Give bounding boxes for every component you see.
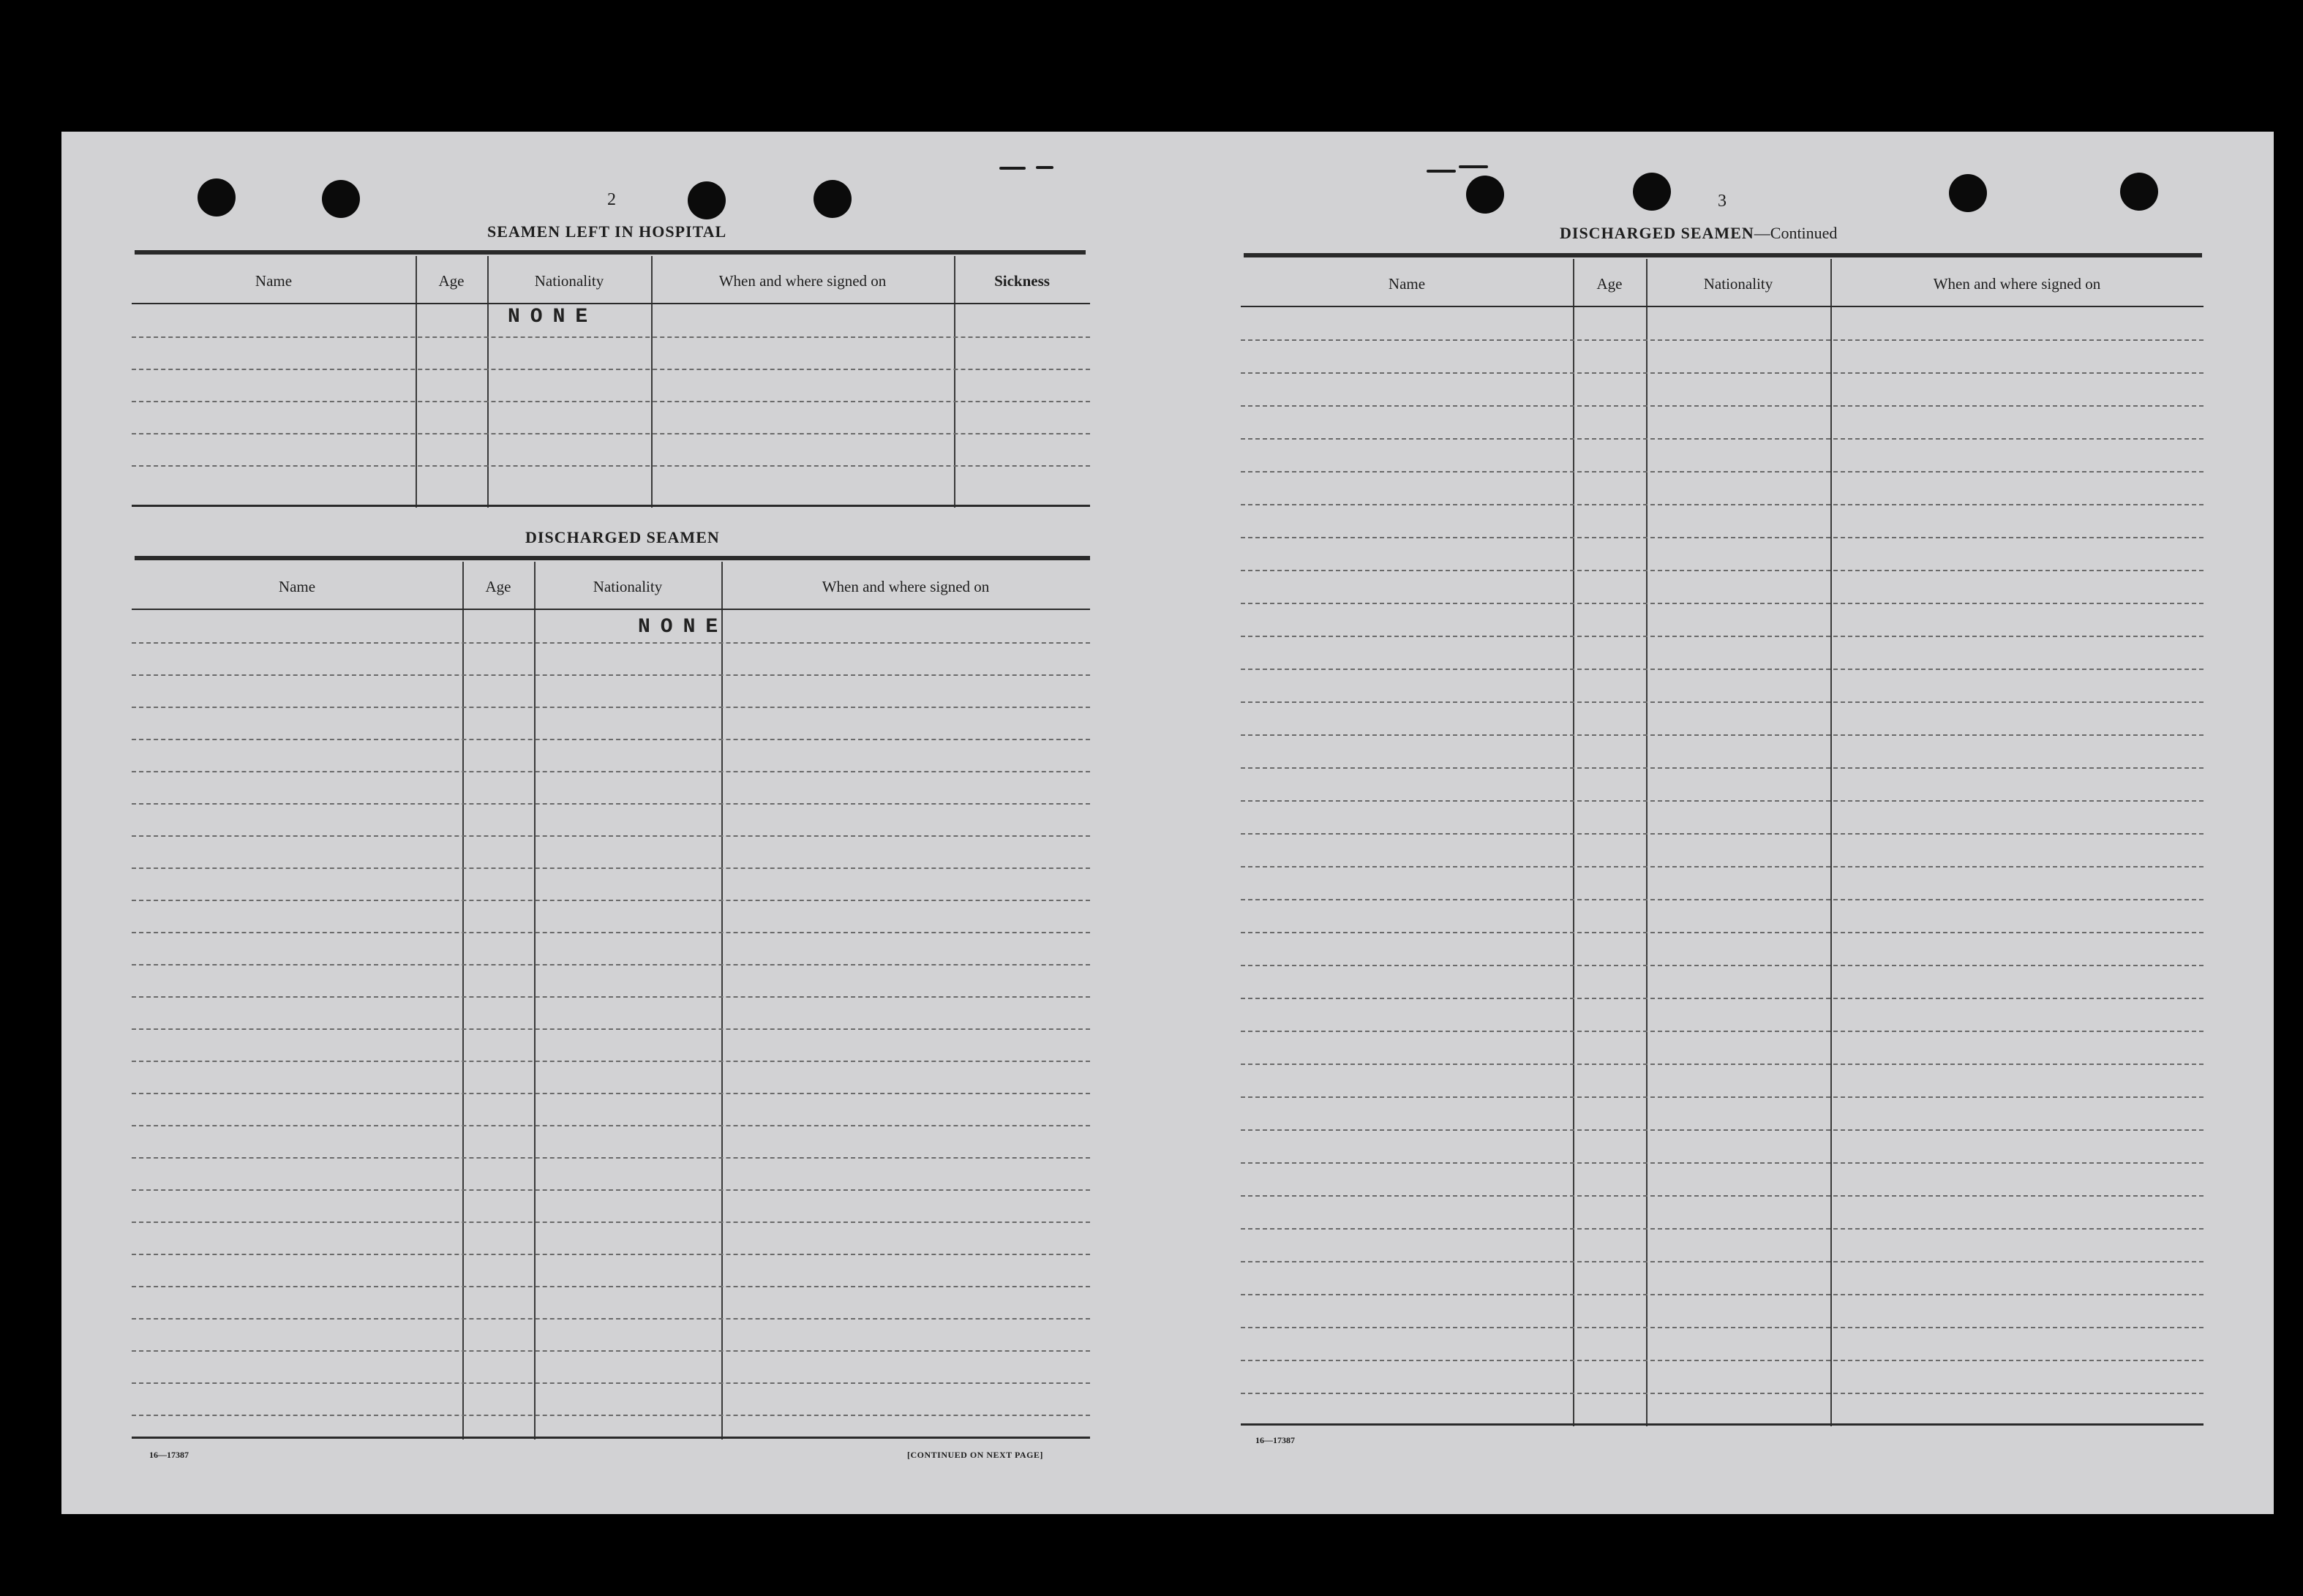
entry-line [132, 465, 1090, 467]
page-number-left: 2 [607, 190, 616, 209]
entry-line [132, 1189, 1090, 1191]
entry-line [1241, 1096, 2204, 1098]
column-divider [1573, 259, 1574, 1426]
entry-line [132, 1254, 1090, 1255]
discharged-section-title: DISCHARGED SEAMEN [525, 528, 720, 546]
entry-line [1241, 998, 2204, 999]
entry-line [1241, 438, 2204, 440]
entry-line [1241, 603, 2204, 604]
column-header-age: Age [438, 272, 465, 290]
discharged-continued-title [1560, 224, 1837, 243]
column-divider [487, 256, 489, 508]
entry-line [1241, 734, 2204, 736]
entry-line [1241, 1393, 2204, 1394]
entry-line [132, 707, 1090, 708]
entry-line [132, 996, 1090, 998]
entry-line [132, 433, 1090, 434]
header-underline [132, 303, 1090, 304]
entry-line [132, 1061, 1090, 1062]
column-divider [534, 562, 536, 1439]
entry-line [1241, 1261, 2204, 1262]
continued-note: [CONTINUED ON NEXT PAGE] [907, 1450, 1043, 1460]
column-header-nationality: Nationality [593, 578, 663, 595]
column-header-age: Age [1596, 275, 1623, 293]
stray-mark [999, 167, 1026, 170]
entry-line [132, 1382, 1090, 1384]
entry-line [132, 369, 1090, 370]
punch-hole [2120, 173, 2158, 211]
column-header-signed-on: When and where signed on [1933, 275, 2101, 293]
entry-line [132, 1157, 1090, 1159]
entry-line [1241, 899, 2204, 900]
entry-line [132, 642, 1090, 644]
entry-line [132, 900, 1090, 901]
entry-line [1241, 833, 2204, 835]
entry-line [132, 964, 1090, 965]
entry-line [1241, 636, 2204, 637]
entry-line [1241, 1360, 2204, 1361]
entry-line [132, 803, 1090, 805]
entry-line [132, 739, 1090, 740]
header-underline [132, 609, 1090, 610]
table-bottom-rule [132, 505, 1090, 507]
entry-line [1241, 1294, 2204, 1295]
entry-line [1241, 800, 2204, 802]
punch-hole [688, 181, 726, 219]
entry-line [1241, 701, 2204, 703]
form-number-right: 16—17387 [1255, 1435, 1295, 1445]
discharged-continued-title-rule [1244, 253, 2202, 257]
punch-hole [1633, 173, 1671, 211]
column-divider [721, 562, 723, 1439]
entry-line [132, 401, 1090, 402]
entry-line [1241, 372, 2204, 374]
column-header-age: Age [485, 578, 511, 595]
entry-line [132, 1286, 1090, 1287]
discharged-title-rule [135, 556, 1090, 560]
entry-line [1241, 570, 2204, 571]
column-divider [1830, 259, 1832, 1426]
stray-mark [1427, 170, 1456, 173]
header-underline [1241, 306, 2204, 307]
column-divider [954, 256, 955, 508]
entry-line [1241, 1228, 2204, 1230]
entry-line [132, 867, 1090, 869]
column-divider [462, 562, 464, 1439]
punch-hole [322, 180, 360, 218]
entry-line [132, 932, 1090, 933]
column-header-name: Name [278, 578, 316, 595]
stray-mark [1036, 166, 1053, 169]
discharged-continued-table [1241, 259, 2204, 1426]
entry-line [132, 674, 1090, 676]
entry-line [132, 1028, 1090, 1030]
entry-line [1241, 1064, 2204, 1065]
punch-hole [1949, 174, 1987, 212]
entry-line [1241, 767, 2204, 769]
hospital-section-title: SEAMEN LEFT IN HOSPITAL [487, 222, 727, 241]
continued-suffix: —Continued [1754, 224, 1838, 242]
table-bottom-rule [132, 1437, 1090, 1439]
entry-line [1241, 1195, 2204, 1197]
entry-line [132, 1350, 1090, 1352]
column-header-name: Name [1388, 275, 1426, 293]
column-divider [1646, 259, 1648, 1426]
hospital-none-entry: NONE [508, 306, 598, 328]
hospital-title-rule [135, 250, 1086, 255]
entry-line [1241, 1162, 2204, 1164]
entry-line [132, 1415, 1090, 1416]
punch-hole [1466, 176, 1504, 214]
entry-line [132, 1125, 1090, 1126]
entry-line [132, 336, 1090, 338]
entry-line [1241, 1327, 2204, 1328]
form-number-left: 16—17387 [149, 1450, 189, 1460]
column-divider [651, 256, 653, 508]
entry-line [1241, 669, 2204, 670]
entry-line [1241, 504, 2204, 505]
entry-line [132, 1093, 1090, 1094]
entry-line [1241, 932, 2204, 933]
column-header-sickness: Sickness [994, 272, 1050, 290]
discharged-continued-title-text: DISCHARGED SEAMEN [1560, 224, 1754, 242]
entry-line [132, 1318, 1090, 1320]
entry-line [1241, 1129, 2204, 1131]
entry-line [1241, 866, 2204, 867]
entry-line [1241, 471, 2204, 473]
column-header-signed-on: When and where signed on [718, 272, 887, 290]
column-header-nationality: Nationality [534, 272, 604, 290]
record-sheet [61, 132, 2274, 1514]
discharged-table [132, 562, 1090, 1439]
entry-line [1241, 405, 2204, 407]
table-bottom-rule [1241, 1423, 2204, 1426]
column-header-nationality: Nationality [1703, 275, 1773, 293]
entry-line [1241, 1031, 2204, 1032]
entry-line [132, 1222, 1090, 1223]
entry-line [132, 835, 1090, 837]
page-number-right: 3 [1718, 192, 1727, 211]
discharged-none-entry: NONE [638, 616, 729, 639]
column-divider [416, 256, 417, 508]
punch-hole [814, 180, 852, 218]
entry-line [1241, 965, 2204, 966]
column-header-signed-on: When and where signed on [822, 578, 990, 595]
punch-hole [198, 178, 236, 217]
entry-line [1241, 537, 2204, 538]
column-header-name: Name [255, 272, 293, 290]
hospital-table [132, 256, 1090, 508]
entry-line [1241, 339, 2204, 341]
entry-line [132, 771, 1090, 772]
stray-mark [1459, 165, 1488, 168]
